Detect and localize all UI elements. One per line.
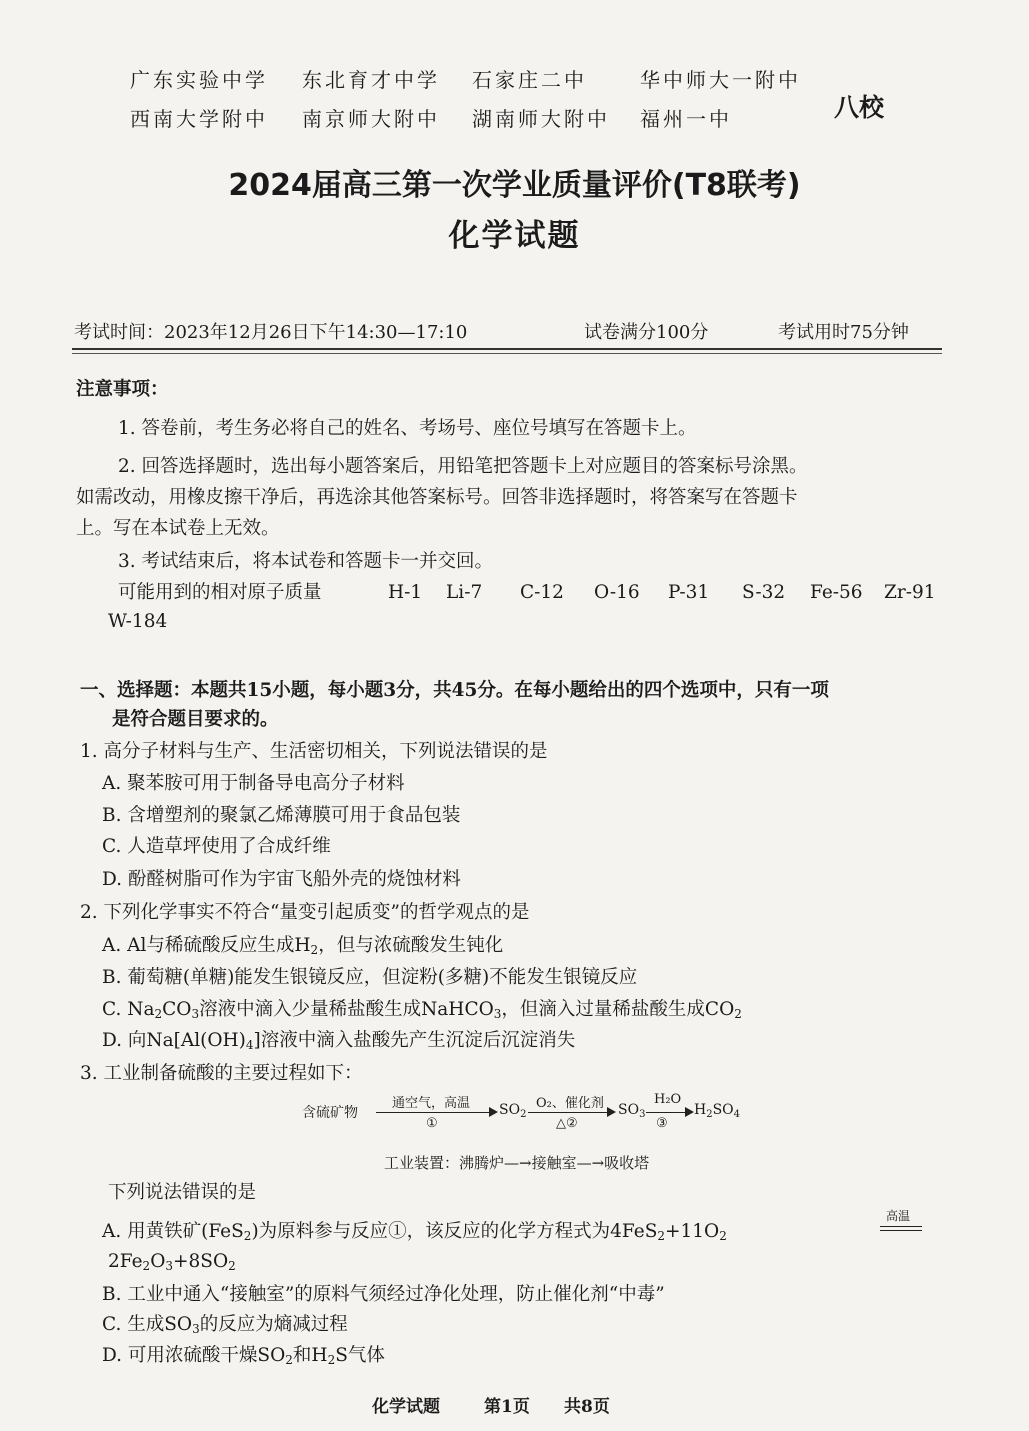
equals-line xyxy=(880,1230,922,1231)
industrial-devices: 工业装置：沸腾炉—→接触室—→吸收塔 xyxy=(384,1154,650,1172)
atomic-mass: P-31 xyxy=(668,582,710,603)
flow-start: 含硫矿物 xyxy=(302,1105,358,1121)
flow-step1-number: ① xyxy=(426,1116,438,1131)
atomic-mass: C-12 xyxy=(520,582,564,603)
atomic-mass: O-16 xyxy=(594,582,640,603)
flow-step3-number: ③ xyxy=(656,1116,668,1131)
notice-item: 1. 答卷前，考生务必将自己的姓名、考场号、座位号填写在答题卡上。 xyxy=(118,418,697,439)
footer-subject: 化学试题 xyxy=(372,1397,440,1417)
option-d: D. 向$Na[Al(OH)_4]$溶液中滴入盐酸先产生沉淀后沉淀消失 xyxy=(102,1030,576,1052)
flow-step3-condition: H₂O xyxy=(654,1092,682,1107)
exam-score: 试卷满分100分 xyxy=(584,322,709,343)
school-name: 西南大学附中 xyxy=(130,107,268,131)
school-name: 南京师大附中 xyxy=(302,107,440,131)
divider xyxy=(72,348,942,350)
section-heading: 是符合题目要求的。 xyxy=(112,709,279,730)
option-a-equation: $2Fe_2O_3+8SO_2$ xyxy=(108,1251,236,1273)
flow-step1-condition: 通空气，高温 xyxy=(392,1096,471,1111)
flow-step2-condition: O₂、催化剂 xyxy=(536,1096,604,1111)
flow-step2-number: △② xyxy=(556,1116,578,1131)
equals-line xyxy=(880,1226,922,1227)
atomic-mass: Li-7 xyxy=(446,582,483,603)
school-name: 石家庄二中 xyxy=(472,68,587,92)
atomic-mass: Fe-56 xyxy=(810,582,863,603)
option-a: A. Al与稀硫酸反应生成$H_2$，但与浓硫酸发生钝化 xyxy=(102,935,504,957)
arrow-icon xyxy=(376,1112,490,1113)
option-b: B. 葡萄糖(单糖)能发生银镜反应，但淀粉(多糖)不能发生银镜反应 xyxy=(102,967,638,988)
question-substem: 下列说法错误的是 xyxy=(108,1182,257,1203)
school-name: 华中师大一附中 xyxy=(640,68,801,92)
footer-page: 第1页 xyxy=(484,1397,530,1417)
exam-duration: 考试用时75分钟 xyxy=(778,322,909,343)
school-name: 广东实验中学 xyxy=(130,68,268,92)
question-stem: 3. 工业制备硫酸的主要过程如下： xyxy=(80,1063,363,1084)
option-c: C. 人造草坪使用了合成纤维 xyxy=(102,836,331,857)
option-c: C. 生成$SO_3$的反应为熵减过程 xyxy=(102,1314,348,1336)
arrow-icon xyxy=(528,1112,608,1113)
arrow-head-icon xyxy=(489,1107,498,1117)
notice-item: 2. 回答选择题时，选出每小题答案后，用铅笔把答题卡上对应题目的答案标号涂黑。 xyxy=(118,456,808,477)
section-heading: 一、选择题：本题共15小题，每小题3分，共45分。在每小题给出的四个选项中，只有一项 xyxy=(80,680,829,701)
flow-so3: $SO_3$ xyxy=(618,1102,646,1120)
atomic-mass-label: 可能用到的相对原子质量 xyxy=(118,582,322,603)
arrow-icon xyxy=(646,1112,686,1113)
option-c: C. $Na_2CO_3$溶液中滴入少量稀盐酸生成NaHCO$_3$，但滴入过量稀盐酸生成$CO_2$ xyxy=(102,999,742,1021)
footer-total: 共8页 xyxy=(564,1397,610,1417)
notice-item: 如需改动，用橡皮擦干净后，再选涂其他答案标号。回答非选择题时，将答案写在答题卡 xyxy=(76,487,798,508)
subject-title: 化学试题 xyxy=(448,218,581,254)
exam-title: 2024届高三第一次学业质量评价(T8联考) xyxy=(228,168,801,203)
option-a: A. 用黄铁矿(FeS$_2$)为原料参与反应①，该反应的化学方程式为$4FeS_2+11O_2$ xyxy=(102,1221,727,1243)
option-b: B. 工业中通入“接触室”的原料气须经过净化处理，防止催化剂“中毒” xyxy=(102,1284,665,1305)
question-stem: 1. 高分子材料与生产、生活密切相关，下列说法错误的是 xyxy=(80,741,548,762)
reaction-condition-label: 高温 xyxy=(886,1209,911,1223)
school-name: 湖南师大附中 xyxy=(472,107,610,131)
option-b: B. 含增塑剂的聚氯乙烯薄膜可用于食品包装 xyxy=(102,805,461,826)
flow-so2: $SO_2$ xyxy=(499,1102,527,1120)
eight-schools-badge: 八校 xyxy=(834,93,885,122)
option-d: D. 可用浓硫酸干燥$SO_2$和$H_2S$气体 xyxy=(102,1345,385,1367)
school-name: 东北育才中学 xyxy=(302,68,440,92)
atomic-mass: W-184 xyxy=(108,611,168,632)
flow-h2so4: $H_2SO_4$ xyxy=(694,1102,741,1120)
notice-item: 上。写在本试卷上无效。 xyxy=(76,518,280,539)
option-d: D. 酚醛树脂可作为宇宙飞船外壳的烧蚀材料 xyxy=(102,869,461,890)
exam-time: 考试时间：2023年12月26日下午14:30—17:10 xyxy=(74,322,468,343)
notice-item: 3. 考试结束后，将本试卷和答题卡一并交回。 xyxy=(118,551,494,572)
notice-heading: 注意事项： xyxy=(76,379,169,400)
atomic-mass: H-1 xyxy=(388,582,423,603)
atomic-mass: S-32 xyxy=(742,582,786,603)
arrow-head-icon xyxy=(685,1107,694,1117)
question-stem: 2. 下列化学事实不符合“量变引起质变”的哲学观点的是 xyxy=(80,902,530,923)
atomic-mass: Zr-91 xyxy=(884,582,936,603)
school-name: 福州一中 xyxy=(640,107,732,131)
arrow-head-icon xyxy=(607,1107,616,1117)
divider xyxy=(72,353,942,354)
option-a: A. 聚苯胺可用于制备导电高分子材料 xyxy=(102,773,405,794)
